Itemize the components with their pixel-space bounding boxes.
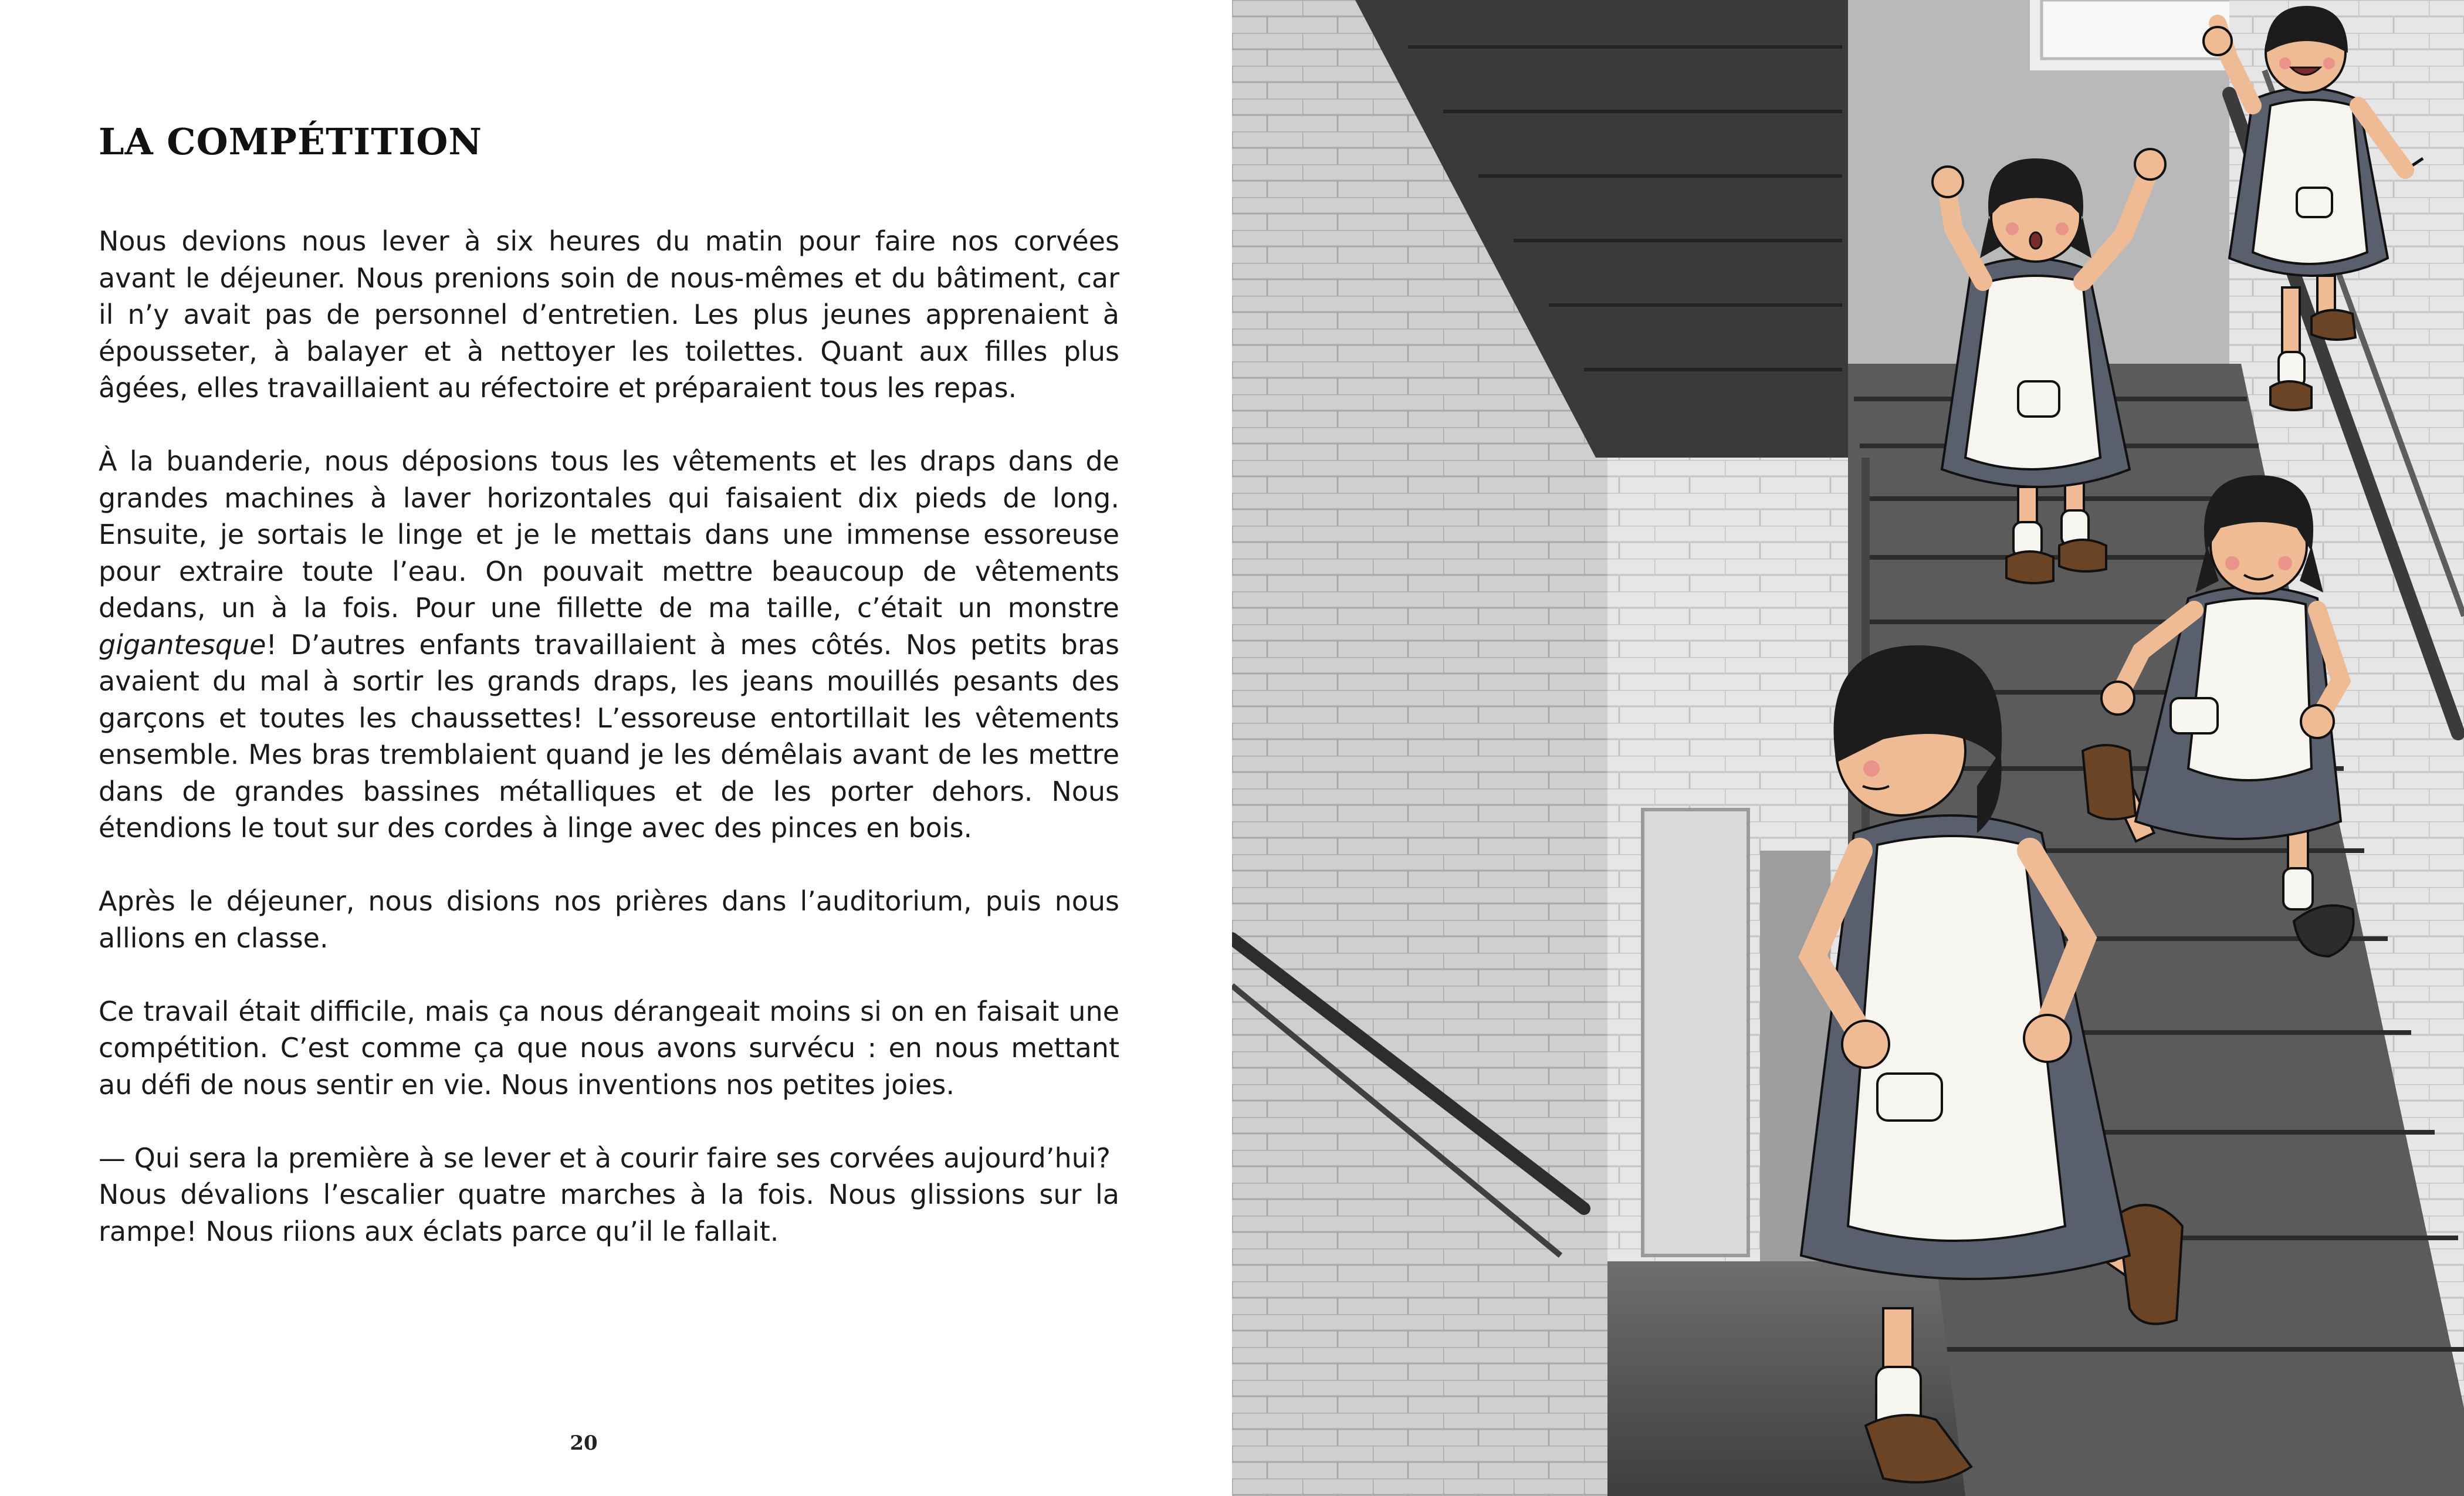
paragraph-6: Nous dévalions l’escalier quatre marches à la fois. Nous glissions sur la rampe! Nous riions aux éclats parce qu’il le fallait.	[99, 1179, 1119, 1247]
illustration-page	[1232, 0, 2464, 1496]
paragraph-2-start: À la buanderie, nous déposions tous les vêtements et les draps dans de grandes machines à laver horizontales qui faisaient dix pieds de long. Ensuite, je sortais le linge et je le mettais dans une immense essoreuse pour extraire toute l’eau. On pouvait mettre beaucoup de vêtements dedans, un à la fois. Pour une fillette de ma taille, c’était un monstre	[99, 445, 1119, 624]
paragraph-4: Ce travail était difficile, mais ça nous dérangeait moins si on en faisait une compétition. C’est comme ça que nous avons survécu : en nous mettant au défi de nous sentir en vie. Nous inventions nos petites joies.	[99, 995, 1119, 1101]
paragraph-1: Nous devions nous lever à six heures du matin pour faire nos corvées avant le déjeuner. Nous prenions soin de nous-mêmes et du bâtiment, car il n’y avait pas de personnel d’entretien. Les plus jeunes apprenaient à épousseter, à balayer et à nettoyer les toilettes. Quant aux filles plus âgées, elles travaillaient au réfectoire et préparaient tous les repas.	[99, 225, 1119, 404]
paragraph-2-emphasis: gigantesque	[99, 628, 266, 661]
chapter-title: LA COMPÉTITION	[99, 120, 483, 163]
paragraph-2	[99, 443, 1119, 847]
stairwell-illustration	[1232, 0, 2464, 1496]
paragraph-3: Après le déjeuner, nous disions nos prières dans l’auditorium, puis nous allions en classe.	[99, 885, 1119, 954]
paragraph-5: — Qui sera la première à se lever et à courir faire ses corvées aujourd’hui?	[99, 1142, 1111, 1174]
page-number: 20	[570, 1431, 598, 1455]
body-text	[99, 223, 1119, 1250]
paragraph-2-end: ! D’autres enfants travaillaient à mes côtés. Nos petits bras avaient du mal à sortir les grands draps, les jeans mouillés pesants des garçons et toutes les chaussettes! L’essoreuse entortillait les vêtements ensemble. Mes bras tremblaient quand je les démêlais avant de les mettre dans de grandes bassines métalliques et de les porter dehors. Nous étendions le tout sur des cordes à linge avec des pinces en bois.	[99, 628, 1119, 844]
